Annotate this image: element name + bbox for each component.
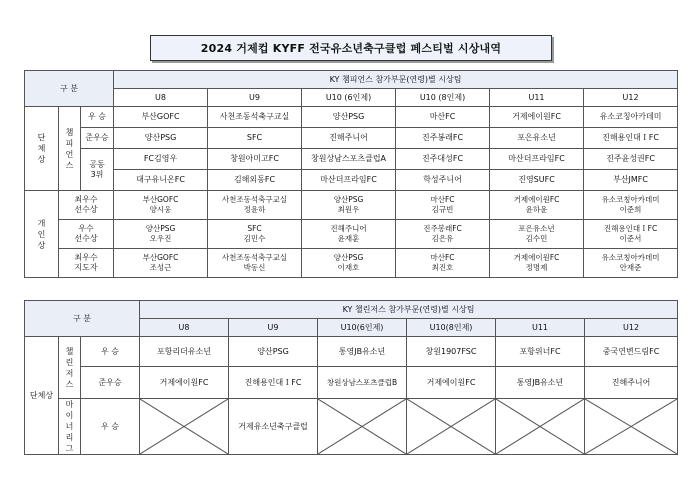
c-runner-u8: 거제에이원FC (140, 367, 229, 399)
minor-u9: 거제유소년축구클럽 (229, 399, 318, 455)
coach-u9 (208, 249, 302, 278)
coach-name: 안재준 (619, 263, 642, 272)
c-winner-u12: 중국연변드림FC (585, 337, 678, 367)
coach-u10-6 (302, 249, 396, 278)
coach-team: 사천조동석축구교실 (221, 253, 288, 262)
good-team: 진해주니어 (330, 224, 367, 233)
coach-name: 박동신 (243, 263, 266, 272)
cross-mark-icon (407, 399, 495, 454)
sub-challengers-label (59, 337, 81, 399)
good-u12 (584, 220, 678, 249)
good-name: 윤재훈 (337, 234, 360, 243)
coach-u10-8 (396, 249, 490, 278)
c-winner-u10-8: 창원1907FSC (407, 337, 496, 367)
mvp-u10-8 (396, 191, 490, 220)
mvp-name: 최원우 (337, 205, 360, 214)
third-b-u10-6: 마산더프라임FC (302, 170, 396, 191)
sub-champions-text: 챔피언스 (65, 127, 74, 170)
group-team-label (25, 107, 59, 191)
mvp-name: 정윤하 (243, 205, 266, 214)
good-name: 김민수 (243, 234, 266, 243)
col-u10-6: U10 (6인제) (302, 89, 396, 107)
c-winner-u9: 양산PSG (229, 337, 318, 367)
mvp-team: 사천조동석축구교실 (221, 195, 288, 204)
mvp-name: 김규빈 (431, 205, 454, 214)
row-label-good: 우수 선수상 (59, 220, 114, 249)
third-a-u10-8: 진주대성FC (396, 149, 490, 170)
minor-u10-6-empty (318, 399, 407, 455)
row-label-coach: 최우수 지도자 (59, 249, 114, 278)
winner-u10-6: 양산PSG (302, 107, 396, 128)
row-label-mvp: 최우수 선수상 (59, 191, 114, 220)
cross-mark-icon (585, 399, 677, 454)
row-label-winner: 우 승 (81, 107, 114, 128)
sub-minor-text: 마이너리그 (65, 400, 74, 453)
cross-mark-icon (318, 399, 406, 454)
challengers-awards-table (24, 300, 678, 455)
mvp-name: 윤하윤 (525, 205, 548, 214)
good-team: 포은유소년 (518, 224, 555, 233)
group-team-label-2: 단체상 (25, 337, 59, 455)
coach-name: 정명제 (525, 263, 548, 272)
coach-name: 이재호 (337, 263, 360, 272)
minor-u11-empty (496, 399, 585, 455)
col-u11: U11 (490, 89, 584, 107)
third-b-u8: 대구유니온FC (114, 170, 208, 191)
title-text: 2024 거제컵 KYFF 전국유소년축구클럽 페스티벌 시상내역 (200, 42, 502, 55)
good-u9 (208, 220, 302, 249)
minor-u12-empty (585, 399, 678, 455)
group-individual-label (25, 191, 59, 278)
col-u9: U9 (208, 89, 302, 107)
group-individual-text: 개인상 (37, 218, 46, 250)
sub-minor-label (59, 399, 81, 455)
coach-u12 (584, 249, 678, 278)
third-a-u12: 진주윤성권FC (584, 149, 678, 170)
c-runner-u10-6: 창원상남스포츠클럽B (318, 367, 407, 399)
runner-u9: SFC (208, 128, 302, 149)
third-a-u8: FC김영우 (114, 149, 208, 170)
third-b-u10-8: 학성주니어 (396, 170, 490, 191)
good-u8 (114, 220, 208, 249)
coach-team: 양산PSG (333, 253, 364, 262)
third-a-u11: 마산더프라임FC (490, 149, 584, 170)
good-u10-6 (302, 220, 396, 249)
mvp-name: 양시웅 (149, 205, 172, 214)
good-u10-8 (396, 220, 490, 249)
third-b-u11: 진영SUFC (490, 170, 584, 191)
coach-team: 거제에이원FC (513, 253, 560, 262)
good-team: 양산PSG (145, 224, 176, 233)
good-team: SFC (247, 224, 262, 233)
good-name: 오우진 (149, 234, 172, 243)
group-team-text: 단체상 (37, 133, 46, 164)
col2-u12: U12 (585, 319, 678, 337)
winner-u12: 유소코칭아카데미 (584, 107, 678, 128)
cross-mark-icon (496, 399, 584, 454)
coach-team: 마산FC (430, 253, 455, 262)
good-name: 이준서 (619, 234, 642, 243)
mvp-team: 부산GOFC (142, 195, 179, 204)
good-name: 김수민 (525, 234, 548, 243)
row2-label-minor-winner: 우 승 (81, 399, 140, 455)
coach-name: 최진호 (431, 263, 454, 272)
col-u8: U8 (114, 89, 208, 107)
champions-awards-table (24, 70, 678, 278)
mvp-u11 (490, 191, 584, 220)
winner-u9: 사천조동석축구교실 (208, 107, 302, 128)
runner-u10-6: 진해주니어 (302, 128, 396, 149)
minor-u10-8-empty (407, 399, 496, 455)
col2-u9: U9 (229, 319, 318, 337)
third-b-u12: 부산JMFC (584, 170, 678, 191)
third-b-u9: 김해외동FC (208, 170, 302, 191)
mvp-name: 이준희 (619, 205, 642, 214)
mvp-team: 마산FC (430, 195, 455, 204)
c-runner-u12: 진해주니어 (585, 367, 678, 399)
champions-header: KY 챔피언스 참가부문(연령)별 시상팀 (114, 71, 678, 89)
c-runner-u9: 진해용인대ＩFC (229, 367, 318, 399)
col2-u8: U8 (140, 319, 229, 337)
gubun-header-2: 구 분 (25, 301, 140, 337)
mvp-u10-6 (302, 191, 396, 220)
page-title (150, 35, 552, 61)
coach-u8 (114, 249, 208, 278)
c-winner-u8: 포항리더유소년 (140, 337, 229, 367)
mvp-u9 (208, 191, 302, 220)
challengers-header: KY 챌린저스 참가부문(연령)별 시상팀 (140, 301, 678, 319)
c-winner-u11: 포항위너FC (496, 337, 585, 367)
c-runner-u10-8: 거제에이원FC (407, 367, 496, 399)
good-name: 김은유 (431, 234, 454, 243)
coach-u11 (490, 249, 584, 278)
sub-challengers-text: 챌린저스 (65, 346, 74, 389)
cross-mark-icon (140, 399, 228, 454)
coach-team: 유소코칭아카데미 (601, 253, 660, 262)
row-label-third: 공동 3위 (81, 149, 114, 191)
winner-u8: 부산GOFC (114, 107, 208, 128)
winner-u10-8: 마산FC (396, 107, 490, 128)
good-team: 진주봉래FC (423, 224, 462, 233)
col2-u10-6: U10(6인제) (318, 319, 407, 337)
gubun-header: 구 분 (25, 71, 114, 107)
c-runner-u11: 통영JB유소년 (496, 367, 585, 399)
third-a-u9: 창원아미고FC (208, 149, 302, 170)
mvp-team: 양산PSG (333, 195, 364, 204)
col2-u10-8: U10(8인제) (407, 319, 496, 337)
good-team: 진해용인대ＩFC (603, 224, 658, 233)
mvp-team: 거제에이원FC (513, 195, 560, 204)
coach-name: 조성근 (149, 263, 172, 272)
c-winner-u10-6: 통영JB유소년 (318, 337, 407, 367)
mvp-team: 유소코칭아카데미 (601, 195, 660, 204)
row2-label-runner: 준우승 (81, 367, 140, 399)
minor-u8-empty (140, 399, 229, 455)
third-a-u10-6: 창원상남스포츠클럽A (302, 149, 396, 170)
sub-champions-label (59, 107, 81, 191)
mvp-u8 (114, 191, 208, 220)
runner-u11: 포은유소년 (490, 128, 584, 149)
runner-u10-8: 진주봉래FC (396, 128, 490, 149)
row-label-runner: 준우승 (81, 128, 114, 149)
runner-u12: 진해용인대ＩFC (584, 128, 678, 149)
winner-u11: 거제에이원FC (490, 107, 584, 128)
col2-u11: U11 (496, 319, 585, 337)
mvp-u12 (584, 191, 678, 220)
runner-u8: 양산PSG (114, 128, 208, 149)
coach-team: 부산GOFC (142, 253, 179, 262)
col-u12: U12 (584, 89, 678, 107)
row2-label-winner: 우 승 (81, 337, 140, 367)
good-u11 (490, 220, 584, 249)
col-u10-8: U10 (8인제) (396, 89, 490, 107)
